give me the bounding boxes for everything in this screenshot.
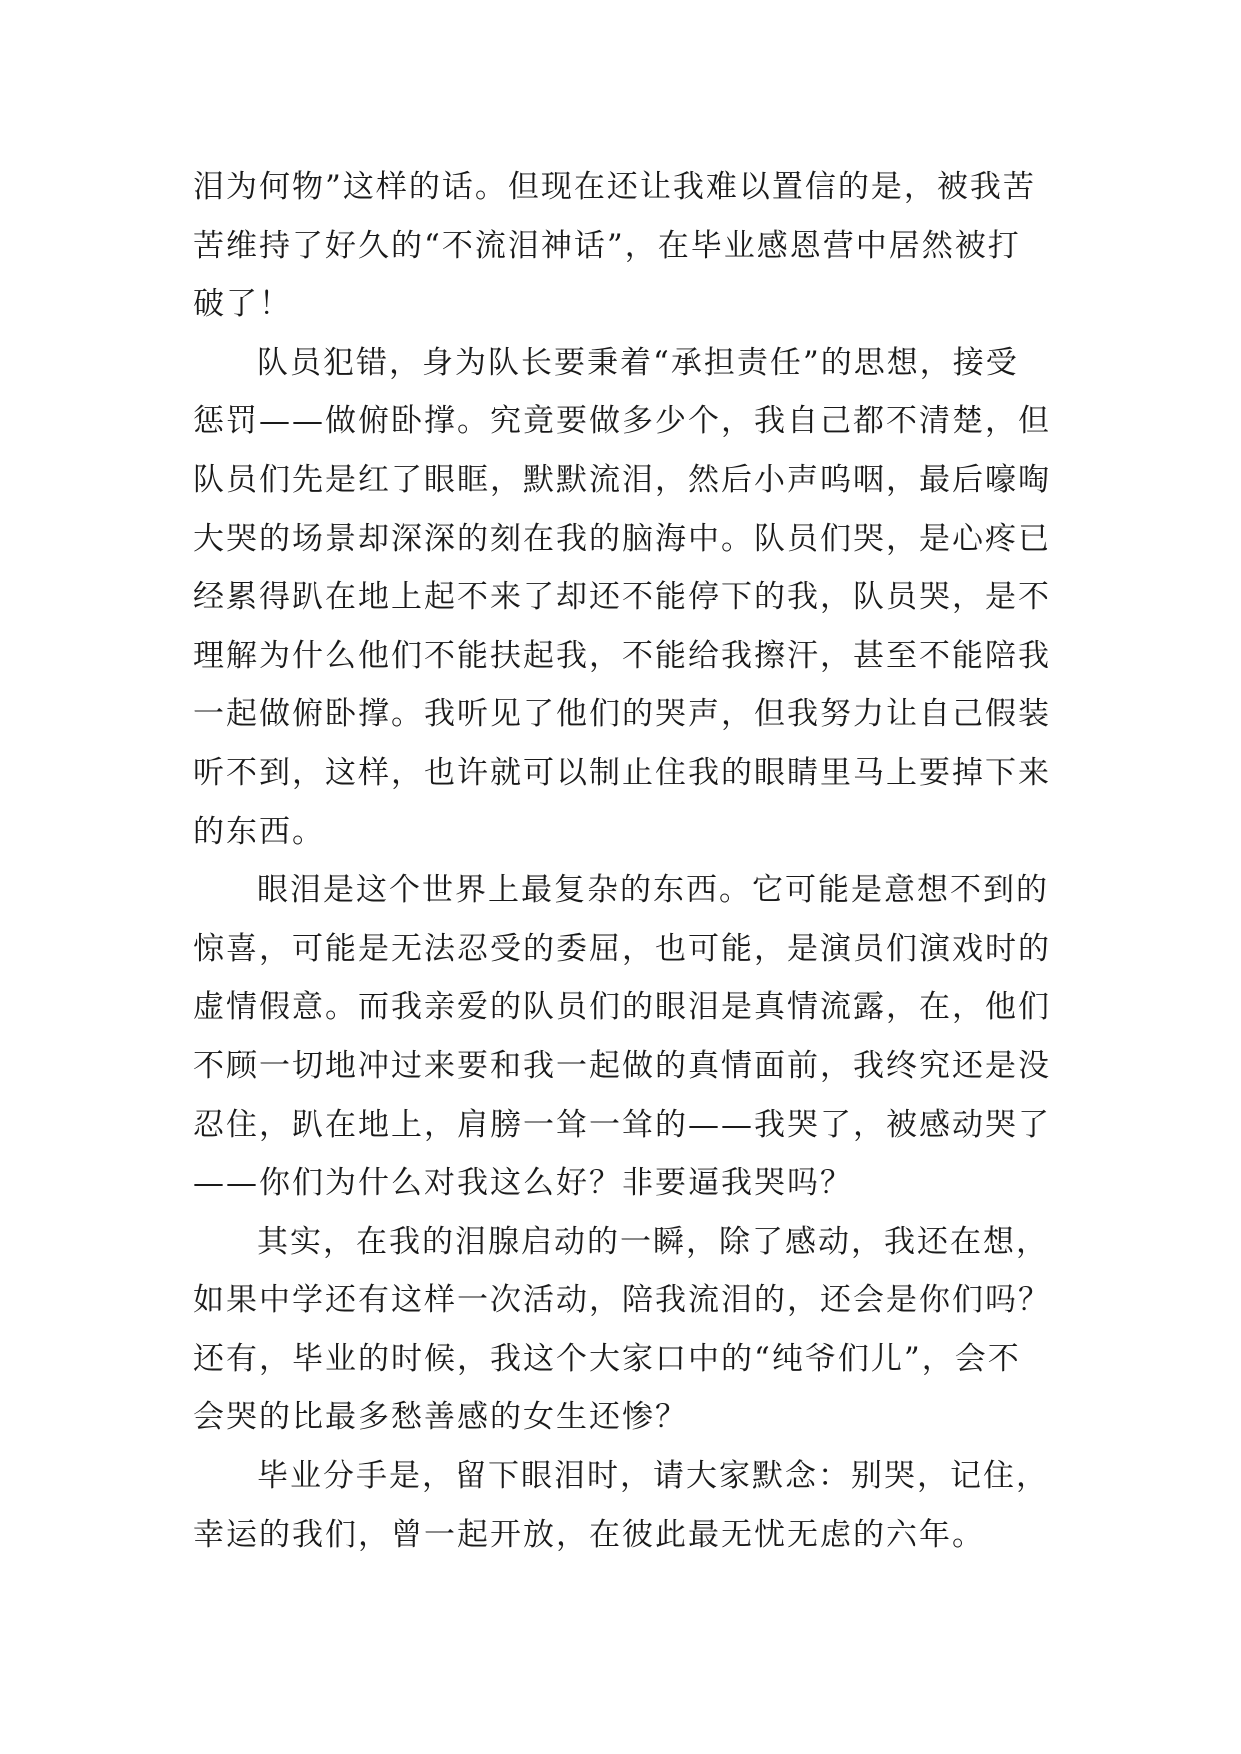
paragraph-first-line: 毕业分手是，留下眼泪时，请大家默念：别哭，记住，	[257, 1458, 1049, 1495]
text-line: 苦维持了好久的“不流泪神话”，在毕业感恩营中居然被打	[193, 227, 1021, 264]
text-line: 惊喜，可能是无法忍受的委屈，也可能，是演员们演戏时的	[193, 930, 1051, 967]
text-line: 破了！	[193, 286, 292, 323]
text-line: 还有，毕业的时候，我这个大家口中的“纯爷们儿”，会不	[193, 1340, 1021, 1377]
paragraph-first-line: 其实，在我的泪腺启动的一瞬，除了感动，我还在想，	[257, 1223, 1049, 1260]
text-line: 不顾一切地冲过来要和我一起做的真情面前，我终究还是没	[193, 1047, 1051, 1084]
text-line: 一起做俯卧撑。我听见了他们的哭声，但我努力让自己假装	[193, 696, 1051, 733]
text-line: 经累得趴在地上起不来了却还不能停下的我，队员哭，是不	[193, 579, 1051, 616]
text-line: 虚情假意。而我亲爱的队员们的眼泪是真情流露，在，他们	[193, 989, 1051, 1026]
text-line: 理解为什么他们不能扶起我，不能给我擦汗，甚至不能陪我	[193, 637, 1051, 674]
text-line: 泪为何物”这样的话。但现在还让我难以置信的是，被我苦	[193, 169, 1036, 205]
text-line: 的东西。	[193, 813, 325, 850]
paragraph-first-line: 眼泪是这个世界上最复杂的东西。它可能是意想不到的	[257, 872, 1049, 909]
text-line: 会哭的比最多愁善感的女生还惨？	[193, 1399, 688, 1436]
text-line: 惩罚——做俯卧撑。究竟要做多少个，我自己都不清楚，但	[193, 403, 1051, 440]
text-line: 幸运的我们，曾一起开放，在彼此最无忧无虑的六年。	[193, 1516, 985, 1553]
text-line: ——你们为什么对我这么好？非要逼我哭吗？	[193, 1165, 853, 1202]
text-line: 听不到，这样，也许就可以制止住我的眼睛里马上要掉下来	[193, 754, 1051, 791]
text-line: 大哭的场景却深深的刻在我的脑海中。队员们哭，是心疼已	[193, 520, 1051, 557]
text-line: 如果中学还有这样一次活动，陪我流泪的，还会是你们吗？	[193, 1282, 1051, 1319]
body-text	[193, 158, 1073, 1564]
text-line: 忍住，趴在地上，肩膀一耸一耸的——我哭了，被感动哭了	[193, 1106, 1051, 1143]
paragraph-first-line: 队员犯错，身为队长要秉着“承担责任”的思想，接受	[257, 344, 1019, 381]
text-line: 队员们先是红了眼眶，默默流泪，然后小声呜咽，最后嚎啕	[193, 461, 1051, 498]
